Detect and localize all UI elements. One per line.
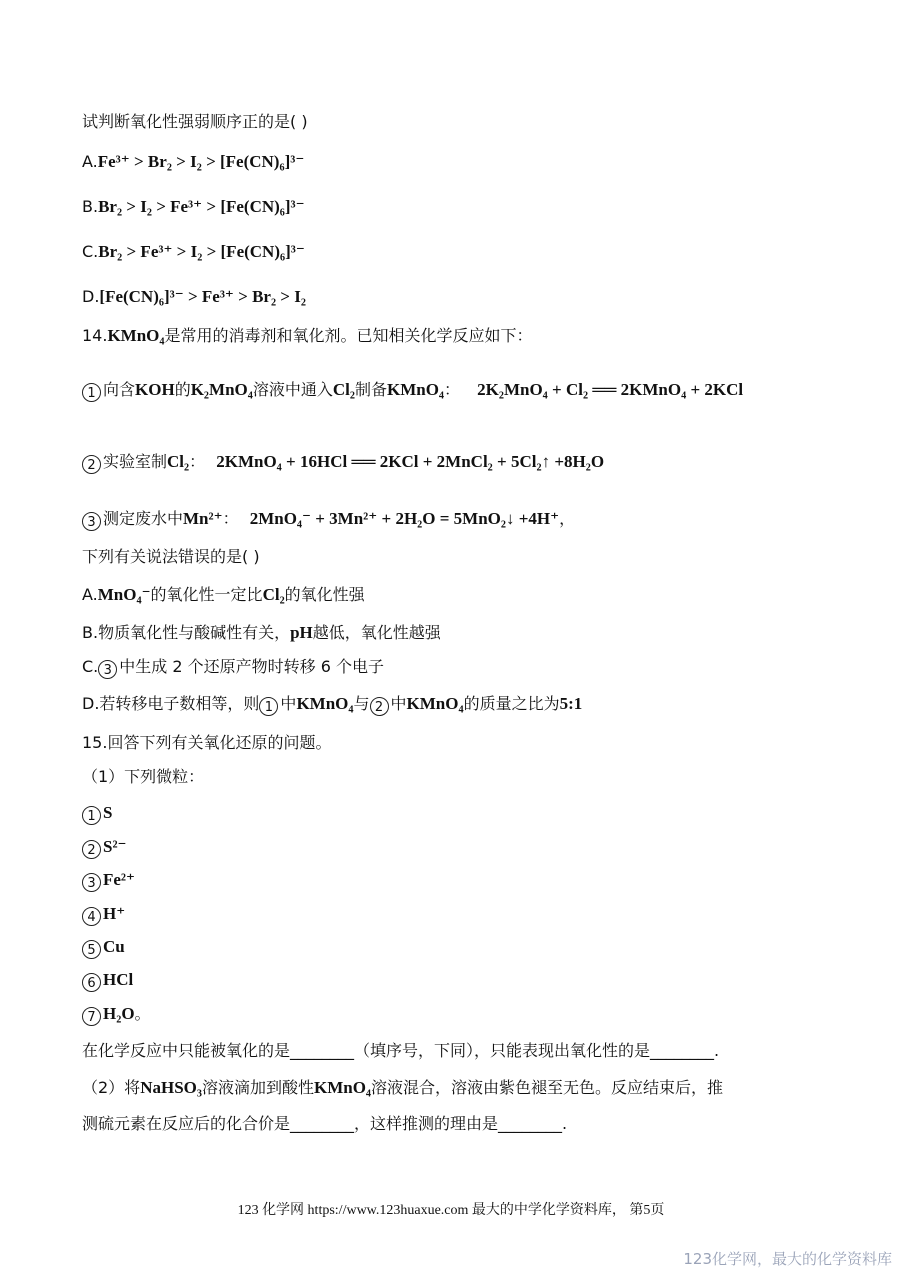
q15-part2-line2: 测硫元素在反应后的化合价是________，这样推测的理由是________. <box>82 1114 568 1133</box>
q14-stem <box>82 324 533 348</box>
formula: Cl₂ <box>332 380 355 399</box>
circle-number: 1 <box>82 806 101 825</box>
text: 中 <box>280 694 297 713</box>
circle-number: 3 <box>82 512 101 531</box>
text: ： <box>444 380 461 399</box>
text: 的 <box>174 380 191 399</box>
page-footer: 123 化学网 https://www.123huaxue.com 最大的中学化学资料库， 第5页 <box>237 1203 665 1218</box>
formula: Cl₂ <box>167 452 190 471</box>
particle-5 <box>82 935 125 959</box>
text: 向含 <box>103 380 136 399</box>
formula: Mn²⁺ <box>183 509 223 528</box>
text: 与 <box>353 694 370 713</box>
text: 若转移电子数相等，则 <box>99 694 260 713</box>
formula: KMnO₄ <box>406 694 464 713</box>
text: 。 <box>134 1004 151 1023</box>
formula: KOH <box>135 380 175 399</box>
text: ， <box>559 509 576 528</box>
particle-6 <box>82 968 133 992</box>
text: 实验室制 <box>103 452 168 471</box>
equation: 2MnO₄⁻ + 3Mn²⁺ + 2H₂O = 5MnO₂↓ +4H⁺ <box>249 509 560 528</box>
formula: HCl <box>103 970 134 989</box>
q15-part2-line1 <box>82 1076 723 1100</box>
text: 测定废水中 <box>103 509 184 528</box>
formula: KMnO₄ <box>107 326 165 345</box>
circle-number: 4 <box>82 907 101 926</box>
formula: MnO₄⁻ <box>97 585 151 604</box>
formula: KMnO₄ <box>313 1078 372 1097</box>
text: ： <box>189 452 206 471</box>
text: 的氧化性一定比 <box>150 585 263 604</box>
particle-3 <box>82 868 135 892</box>
particle-7 <box>82 1002 151 1026</box>
option-label: B. <box>82 197 99 216</box>
q13-option-a <box>82 150 304 174</box>
q13-stem: 试判断氧化性强弱顺序正的是( ) <box>82 112 308 131</box>
formula: pH <box>290 623 313 642</box>
formula: Br₂ > I₂ > Fe³⁺ > [Fe(CN)₆]³⁻ <box>98 197 305 216</box>
particle-4 <box>82 902 125 926</box>
formula: Fe²⁺ <box>103 870 135 889</box>
q14-reaction-3 <box>82 507 575 531</box>
text: 的质量之比为 <box>463 694 560 713</box>
q14-option-a <box>82 583 365 607</box>
q14-ask: 下列有关说法错误的是( ) <box>82 547 260 566</box>
equation: 2K₂MnO₄ + Cl₂ ══ 2KMnO₄ + 2KCl <box>477 380 744 399</box>
circle-number: 2 <box>82 455 101 474</box>
text: （2）将 <box>82 1078 141 1097</box>
q14-reaction-1 <box>82 378 743 402</box>
formula: Cl₂ <box>262 585 285 604</box>
circle-number: 6 <box>82 973 101 992</box>
option-label: B. <box>82 623 99 642</box>
text: 中生成 2 个还原产物时转移 6 个电子 <box>119 657 384 676</box>
q14-reaction-2 <box>82 450 604 474</box>
formula: NaHSO₃ <box>140 1078 202 1097</box>
option-label: A. <box>82 585 98 604</box>
circle-number: 5 <box>82 940 101 959</box>
text: 物质氧化性与酸碱性有关， <box>98 623 291 642</box>
watermark: 123化学网，最大的化学资料库 <box>683 1250 892 1268</box>
circle-number: 1 <box>259 697 278 716</box>
q13-option-d <box>82 285 306 309</box>
circle-number: 2 <box>370 697 389 716</box>
option-label: A. <box>82 152 98 171</box>
circle-number: 7 <box>82 1007 101 1026</box>
formula: S <box>103 803 113 822</box>
q15-part1-label: （1）下列微粒： <box>82 767 205 786</box>
formula: Cu <box>103 937 125 956</box>
circle-number: 1 <box>82 383 101 402</box>
ratio: 5:1 <box>559 694 583 713</box>
q13-option-b <box>82 195 305 219</box>
text: 制备 <box>354 380 387 399</box>
formula: KMnO₄ <box>386 380 445 399</box>
particle-1 <box>82 801 112 825</box>
option-label: C. <box>82 657 99 676</box>
text: ： <box>222 509 239 528</box>
equation: 2KMnO₄ + 16HCl ══ 2KCl + 2MnCl₂ + 5Cl₂↑ +8H₂O <box>216 452 605 471</box>
formula: K₂MnO₄ <box>190 380 253 399</box>
circle-number: 3 <box>82 873 101 892</box>
q15-part1-question: 在化学反应中只能被氧化的是________（填序号，下同），只能表现出氧化性的是________. <box>82 1041 720 1060</box>
formula: H⁺ <box>103 904 126 923</box>
text: 溶液混合，溶液由紫色褪至无色。反应结束后，推 <box>371 1078 724 1097</box>
particle-2 <box>82 835 127 859</box>
formula: Fe³⁺ > Br₂ > I₂ > [Fe(CN)₆]³⁻ <box>97 152 305 171</box>
formula: Br₂ > Fe³⁺ > I₂ > [Fe(CN)₆]³⁻ <box>98 242 305 261</box>
question-number: 14. <box>82 326 108 345</box>
q14-option-c <box>82 655 384 679</box>
formula: KMnO₄ <box>296 694 354 713</box>
text: 的氧化性强 <box>284 585 365 604</box>
circle-number: 3 <box>98 660 117 679</box>
option-label: D. <box>82 694 100 713</box>
circle-number: 2 <box>82 840 101 859</box>
formula: H₂O <box>103 1004 135 1023</box>
text: 中 <box>390 694 407 713</box>
q14-option-d <box>82 692 582 716</box>
stem-text: 是常用的消毒剂和氧化剂。已知相关化学反应如下： <box>164 326 533 345</box>
q15-title: 15.回答下列有关氧化还原的问题。 <box>82 733 332 752</box>
text: 溶液滴加到酸性 <box>201 1078 314 1097</box>
q14-option-b <box>82 621 441 645</box>
formula: [Fe(CN)₆]³⁻ > Fe³⁺ > Br₂ > I₂ <box>99 287 306 306</box>
option-label: D. <box>82 287 100 306</box>
q13-option-c <box>82 240 305 264</box>
formula: S²⁻ <box>103 837 127 856</box>
text: 越低，氧化性越强 <box>312 623 441 642</box>
text: 溶液中通入 <box>252 380 333 399</box>
option-label: C. <box>82 242 99 261</box>
